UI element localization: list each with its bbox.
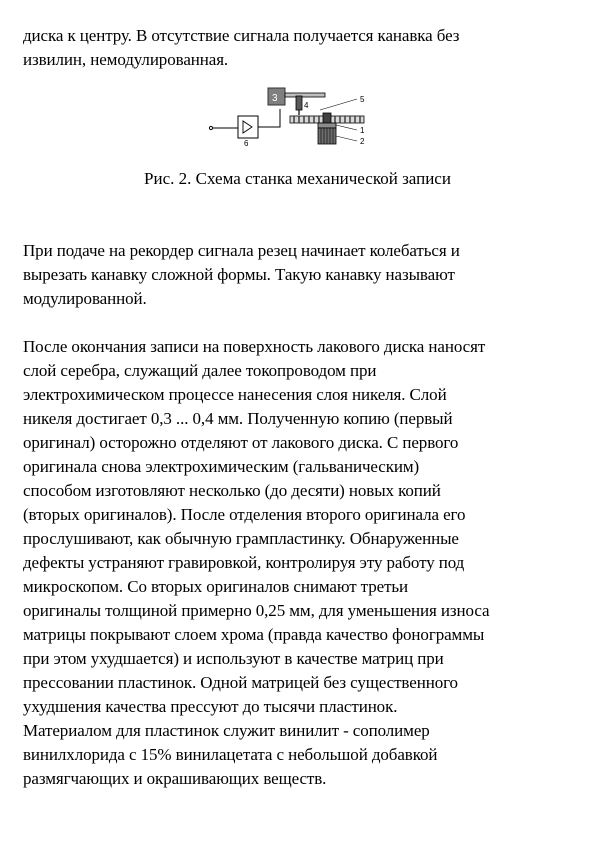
figure-caption: Рис. 2. Схема станка механической записи [144, 169, 451, 188]
label-1: 1 [360, 126, 365, 135]
label-5: 5 [360, 95, 365, 104]
label-4: 4 [304, 101, 309, 110]
recording-machine-diagram [200, 84, 380, 164]
paragraph-intro: диска к центру. В отсутствие сигнала получается канавка без извилин, немодулированная. [23, 26, 460, 69]
input-terminal [209, 126, 212, 129]
label-3: 3 [272, 93, 278, 104]
platter [318, 123, 336, 128]
cutter-head [296, 96, 302, 110]
lead-screw [285, 93, 325, 97]
leader-2 [336, 136, 357, 141]
label-6: 6 [244, 139, 249, 148]
paragraph-modulated-groove: При подаче на рекордер сигнала резец начинает колебаться и вырезать канавку сложной формы. Такую канавку называют модулированной. [23, 241, 460, 308]
label-2: 2 [360, 137, 365, 146]
leader-5 [320, 99, 357, 110]
paragraph-pressing-process: После окончания записи на поверхность лакового диска наносят слой серебра, служащий далее токопроводом при электрохимическом процессе нанесения слоя никеля. Слой никеля достигает 0,3 ... 0,4 мм. Полученную копию (первый оригинал) осторожно отделяют от лакового диска. С первого оригинала снова электрохимическим (гальваническим) способом изготовляют несколько (до десяти) новых копий (вторых оригиналов). После отделения второго оригинала его прослушивают, как обычную грампластинку. Обнаруженные дефекты устраняют гравировкой, контролируя эту работу под микроскопом. Со вторых оригиналов снимают третьи оригиналы толщиной примерно 0,25 мм, для уменьшения износа матрицы покрывают слоем хрома (правда качество фонограммы при этом ухудшается) и используют в качестве матриц при прессовании пластинок. Одной матрицей без существенного ухудшения качества прессуют до тысячи пластинок. Материалом для пластинок служит винилит - сополимер винилхлорида с 15% винилацетата с небольшой добавкой размягчающих и окрашивающих веществ. [23, 337, 490, 788]
leader-1 [336, 125, 357, 130]
amplifier-output-wire [258, 109, 280, 127]
